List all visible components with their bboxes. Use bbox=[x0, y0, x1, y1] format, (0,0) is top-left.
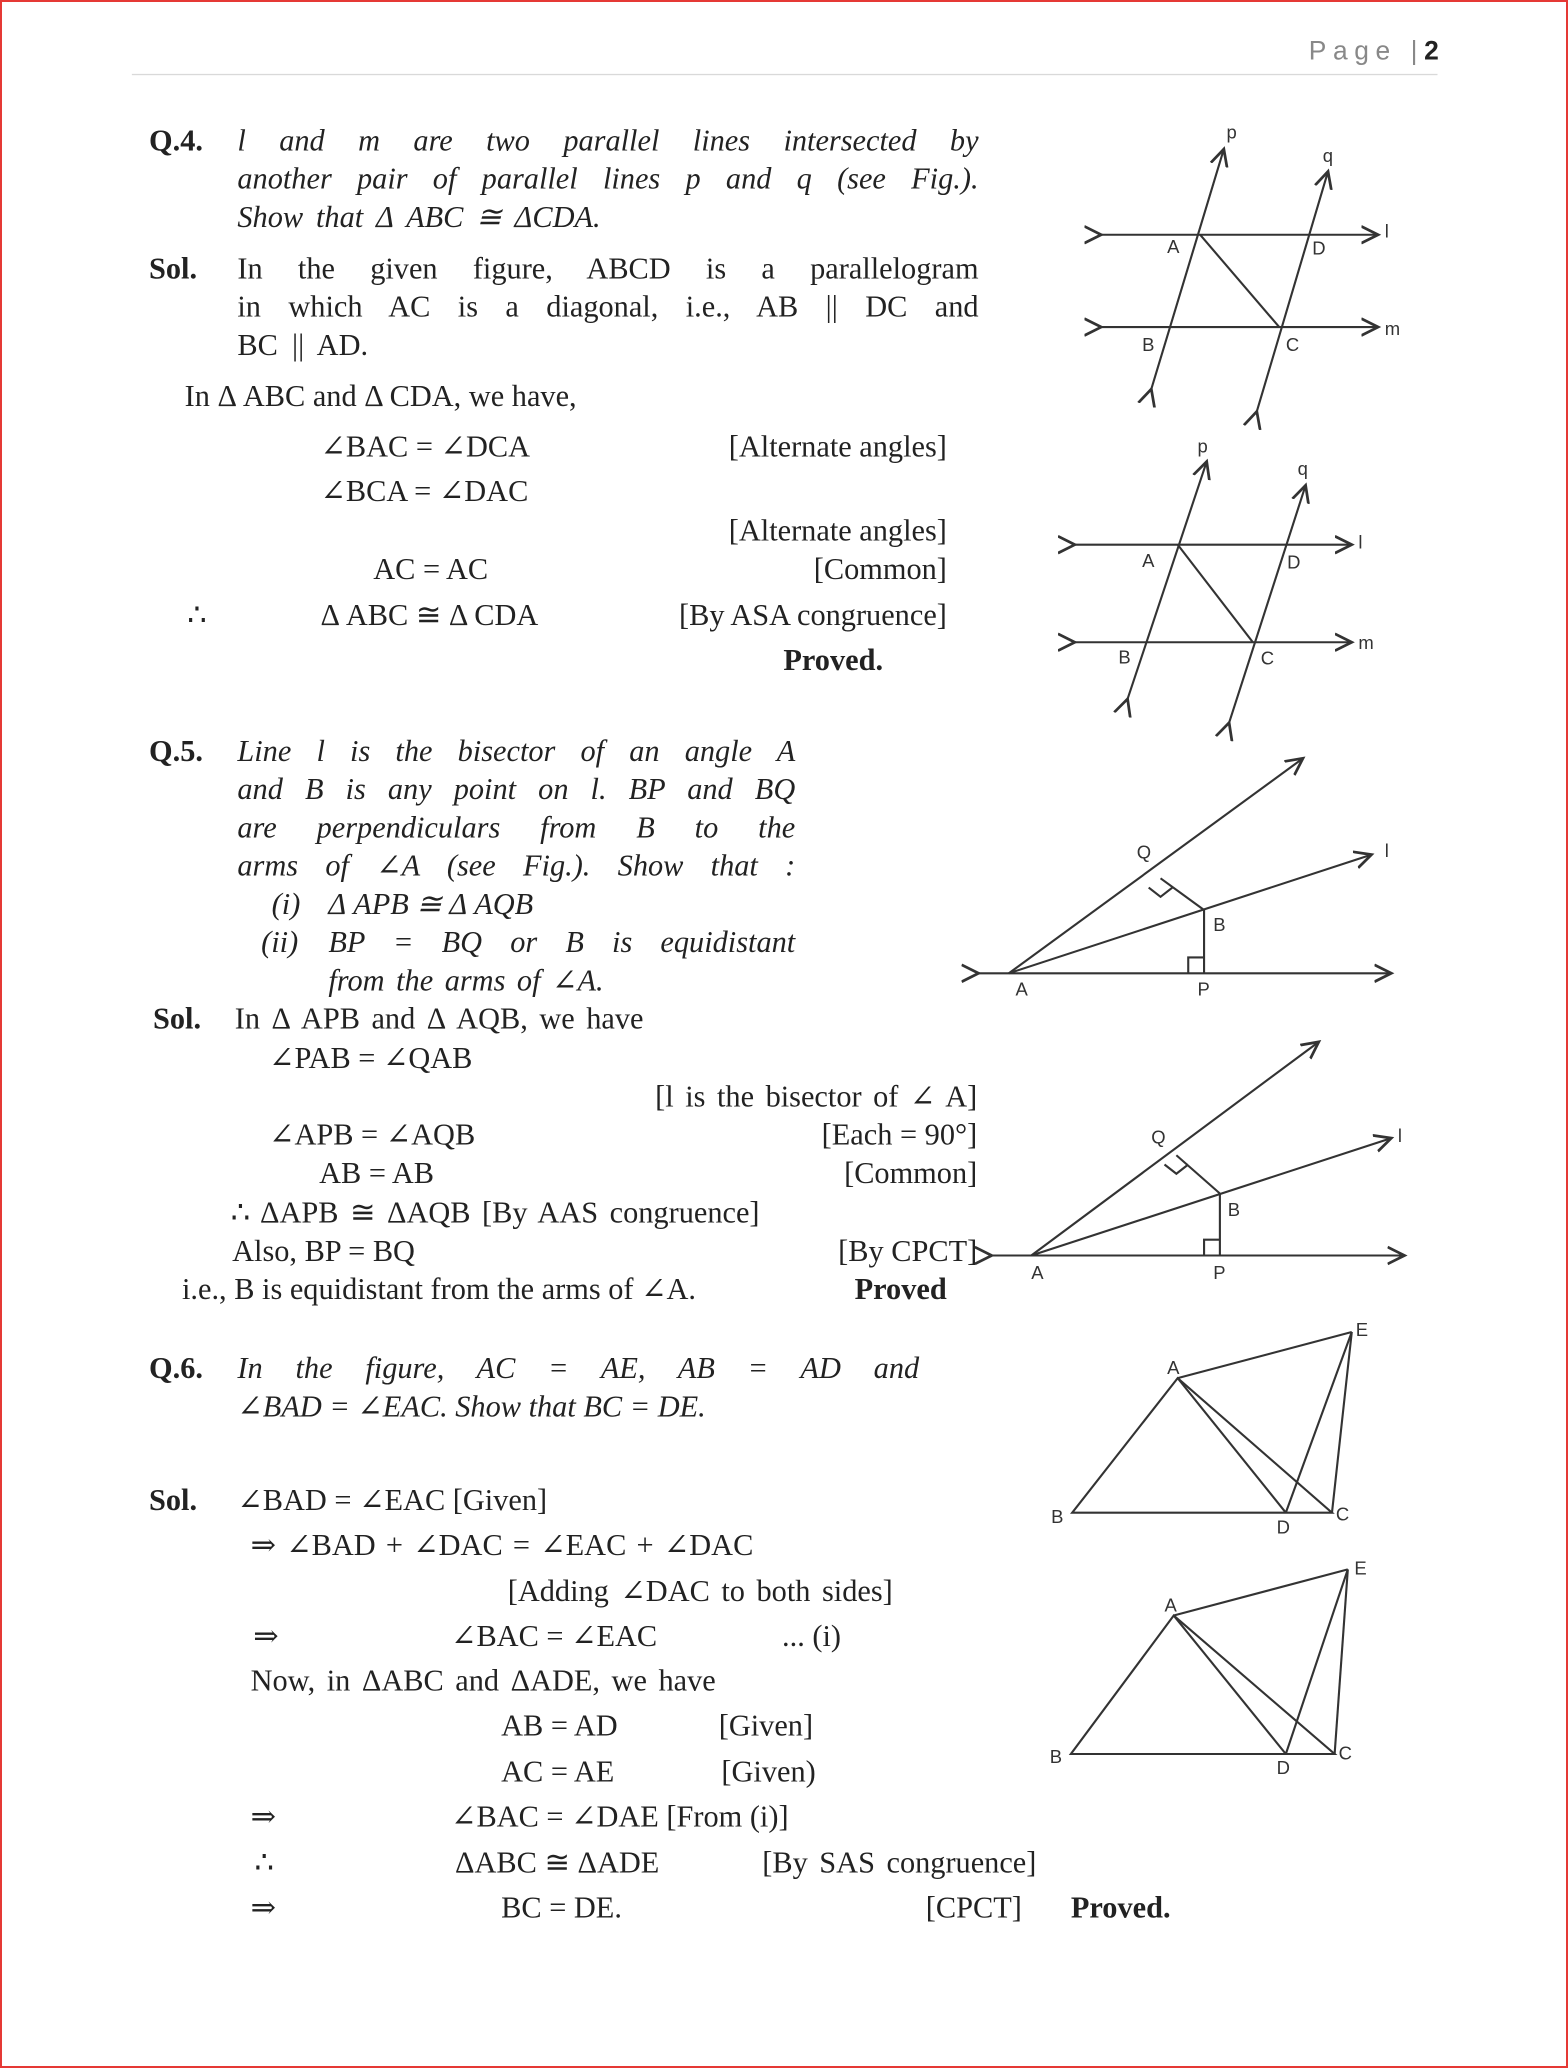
fig-label: B bbox=[1142, 333, 1155, 355]
fig-label: D bbox=[1276, 1516, 1290, 1538]
parallelogram-figure-1 bbox=[1101, 149, 1378, 411]
q6-step-reason: ... (i) bbox=[782, 1619, 842, 1653]
q4-step-reason: [Common] bbox=[813, 552, 947, 586]
fig-label: C bbox=[1338, 1742, 1352, 1764]
implies-symbol: ⇒ bbox=[253, 1619, 279, 1653]
q5-step: ∠APB = ∠AQB bbox=[269, 1118, 476, 1152]
q5-step-reason: [Each = 90°] bbox=[821, 1118, 978, 1152]
q5-conclusion: i.e., B is equidistant from the arms of ∠A. bbox=[181, 1272, 697, 1306]
q5-question-line: and B is any point on l. BP and BQ bbox=[237, 772, 796, 806]
q4-question-line: another pair of parallel lines p and q (see Fig.). bbox=[237, 162, 979, 196]
q5-sol-label: Sol. bbox=[152, 1002, 202, 1036]
fig-label: D bbox=[1276, 1756, 1290, 1778]
fig-label: P bbox=[1197, 978, 1210, 1000]
fig-label: q bbox=[1322, 145, 1334, 167]
fig-label: B bbox=[1227, 1198, 1241, 1220]
q6-step: AC = AE bbox=[501, 1755, 615, 1789]
fig-label: A bbox=[1167, 236, 1180, 258]
implies-symbol: ⇒ bbox=[250, 1891, 277, 1925]
q5-part-text: Δ APB ≅ Δ AQB bbox=[328, 887, 534, 921]
fig-label: E bbox=[1355, 1318, 1369, 1340]
q5-step: Also, BP = BQ bbox=[232, 1234, 415, 1268]
q6-question-line: In the figure, AC = AE, AB = AD and bbox=[237, 1351, 920, 1385]
therefore-symbol: ∴ bbox=[187, 598, 207, 632]
q5-step: ∠PAB = ∠QAB bbox=[269, 1041, 473, 1075]
q4-solution-line: in which AC is a diagonal, i.e., AB || DC and bbox=[237, 290, 979, 324]
q6-step-reason: [Adding ∠DAC to both sides] bbox=[507, 1574, 893, 1608]
page-number: 2 bbox=[1424, 36, 1439, 66]
q6-step-reason: [Given) bbox=[721, 1755, 816, 1789]
q5-proved: Proved bbox=[854, 1272, 947, 1306]
therefore-symbol: ∴ bbox=[254, 1846, 274, 1880]
triangle-figure-1 bbox=[1072, 1332, 1352, 1513]
q4-step: ∠BCA = ∠DAC bbox=[320, 474, 529, 508]
q6-step: ∠BAD = ∠EAC [Given] bbox=[237, 1483, 548, 1517]
fig-label: P bbox=[1213, 1262, 1226, 1284]
q5-question-line: Line l is the bisector of an angle A bbox=[237, 734, 796, 768]
fig-label: B bbox=[1051, 1506, 1064, 1528]
fig-label: m bbox=[1384, 317, 1401, 339]
q6-sol-label: Sol. bbox=[149, 1483, 198, 1517]
q6-step: Now, in ΔABC and ΔADE, we have bbox=[250, 1664, 716, 1698]
q5-part-number: (i) bbox=[271, 887, 301, 921]
fig-label: p bbox=[1197, 435, 1208, 457]
fig-label: l bbox=[1384, 840, 1389, 862]
q5-step-reason: [Common] bbox=[844, 1156, 978, 1190]
q6-step-reason: [CPCT] bbox=[925, 1891, 1022, 1925]
q4-solution-line: In the given figure, ABCD is a parallelogram bbox=[237, 251, 979, 285]
q4-step: ∠BAC = ∠DCA bbox=[320, 429, 530, 463]
header-separator: | bbox=[1410, 36, 1425, 66]
q5-step-reason: [By CPCT] bbox=[838, 1234, 978, 1268]
q4-question-line: l and m are two parallel lines intersected by bbox=[237, 123, 979, 157]
fig-label: D bbox=[1312, 237, 1326, 259]
q4-step: AC = AC bbox=[373, 552, 489, 586]
fig-label: l bbox=[1384, 220, 1389, 242]
q6-label: Q.6. bbox=[149, 1351, 203, 1385]
q4-step-reason: [Alternate angles] bbox=[728, 514, 947, 548]
fig-label: p bbox=[1226, 121, 1237, 143]
q6-question-line: ∠BAD = ∠EAC. Show that BC = DE. bbox=[237, 1390, 706, 1423]
q5-question-line: are perpendiculars from B to the bbox=[237, 811, 796, 845]
fig-label: A bbox=[1015, 978, 1028, 1000]
fig-label: D bbox=[1287, 551, 1301, 573]
page-label: Page bbox=[1308, 36, 1397, 66]
fig-label: m bbox=[1358, 631, 1374, 653]
fig-label: A bbox=[1142, 550, 1155, 572]
fig-label: C bbox=[1285, 333, 1300, 355]
q6-step: AB = AD bbox=[501, 1709, 618, 1743]
q6-proved: Proved. bbox=[1070, 1891, 1171, 1925]
q6-step: ⇒ ∠BAD + ∠DAC = ∠EAC + ∠DAC bbox=[250, 1528, 754, 1562]
triangle-figure-2 bbox=[1071, 1569, 1348, 1754]
q6-step: ∠BAC = ∠EAC bbox=[451, 1619, 658, 1653]
q5-part-text: BP = BQ or B is equidistant bbox=[328, 925, 796, 959]
q6-step-reason: [Given] bbox=[718, 1709, 814, 1743]
q6-step: BC = DE. bbox=[501, 1891, 622, 1925]
fig-label: A bbox=[1164, 1594, 1177, 1616]
q4-label: Q.4. bbox=[149, 123, 203, 157]
bisector-figure-2 bbox=[992, 1042, 1405, 1256]
bisector-figure-1 bbox=[979, 758, 1392, 973]
q5-part-cont: from the arms of ∠A. bbox=[328, 964, 604, 998]
q5-question-line: arms of ∠A (see Fig.). Show that : bbox=[237, 849, 796, 883]
q5-part-number: (ii) bbox=[261, 925, 299, 959]
fig-label: B bbox=[1213, 914, 1226, 936]
fig-label: l bbox=[1397, 1125, 1403, 1147]
q6-step-reason: [By SAS congruence] bbox=[762, 1846, 1037, 1880]
fig-label: C bbox=[1260, 647, 1275, 669]
q5-label: Q.5. bbox=[149, 734, 203, 768]
implies-symbol: ⇒ bbox=[250, 1800, 277, 1834]
q5-step: ∴ ΔAPB ≅ ΔAQB [By AAS congruence] bbox=[230, 1196, 760, 1230]
q4-step-reason: [By ASA congruence] bbox=[678, 598, 947, 632]
fig-label: A bbox=[1031, 1262, 1044, 1284]
q5-step-reason: [l is the bisector of ∠ A] bbox=[655, 1080, 978, 1114]
q6-step: ∠BAC = ∠DAE [From (i)] bbox=[451, 1800, 789, 1834]
fig-label: A bbox=[1167, 1357, 1180, 1379]
q5-sol-intro: In Δ APB and Δ AQB, we have bbox=[234, 1002, 644, 1036]
fig-label: q bbox=[1297, 457, 1308, 479]
fig-label: B bbox=[1118, 646, 1131, 668]
fig-label: l bbox=[1358, 531, 1363, 553]
fig-label: E bbox=[1354, 1557, 1367, 1579]
q5-step: AB = AB bbox=[319, 1156, 435, 1190]
q4-step-reason: [Alternate angles] bbox=[728, 429, 947, 463]
fig-label: Q bbox=[1151, 1126, 1166, 1148]
q4-sol-label: Sol. bbox=[149, 251, 198, 285]
parallelogram-figure-2 bbox=[1075, 462, 1352, 723]
q6-step: ΔABC ≅ ΔADE bbox=[454, 1846, 660, 1880]
fig-label: Q bbox=[1136, 841, 1152, 863]
q4-step: Δ ABC ≅ Δ CDA bbox=[320, 598, 539, 632]
q4-intro: In Δ ABC and Δ CDA, we have, bbox=[184, 379, 577, 413]
q4-question-line: Show that Δ ABC ≅ ΔCDA. bbox=[237, 200, 601, 234]
q4-proved: Proved. bbox=[783, 643, 884, 677]
fig-label: C bbox=[1335, 1503, 1350, 1525]
fig-label: B bbox=[1049, 1746, 1063, 1768]
q4-solution-line: BC || AD. bbox=[237, 328, 369, 362]
